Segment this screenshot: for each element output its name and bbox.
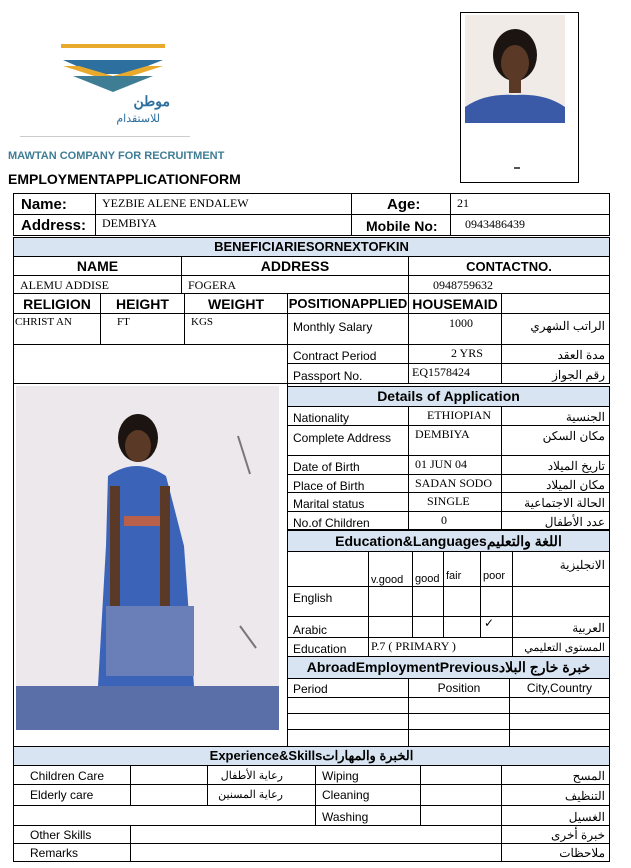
application-row-value: DEMBIYA bbox=[415, 427, 470, 441]
application-row-value-cell bbox=[408, 406, 502, 426]
abroad-row3-position bbox=[408, 729, 510, 747]
cleaning-cell bbox=[315, 784, 421, 806]
remarks-ar-cell bbox=[501, 843, 610, 862]
religion-header: RELIGION bbox=[13, 293, 101, 314]
passport-value: EQ1578424 bbox=[412, 365, 470, 379]
english-vgood bbox=[368, 586, 413, 617]
arabic-ar: العربية bbox=[572, 621, 605, 635]
passport-label: Passport No. bbox=[293, 369, 363, 383]
passport-label-cell bbox=[287, 363, 409, 384]
washing-cell bbox=[315, 805, 421, 826]
position-blank bbox=[501, 293, 610, 314]
kin-address-header: ADDRESS bbox=[181, 256, 409, 276]
application-row-value: 01 JUN 04 bbox=[415, 457, 468, 471]
cleaning-ar: التنظيف bbox=[564, 789, 605, 803]
elderly-care-ar: رعاية المسنين bbox=[218, 789, 283, 801]
application-row-value-cell bbox=[408, 425, 502, 456]
name-value-cell bbox=[95, 193, 352, 215]
remarks-value bbox=[130, 843, 502, 862]
other-skills-value bbox=[130, 825, 502, 844]
application-row-arabic-cell bbox=[501, 406, 610, 426]
lang-col-poor bbox=[480, 551, 513, 587]
application-row-label: Place of Birth bbox=[293, 479, 365, 493]
logo-arabic-sub: للاستقدام bbox=[116, 113, 160, 125]
col-poor: poor bbox=[483, 570, 506, 582]
abroad-title-ar: خبرة خارج البلاد bbox=[498, 659, 591, 675]
education-header bbox=[287, 530, 610, 552]
application-row-arabic: الحالة الاجتماعية bbox=[524, 496, 605, 510]
col-good: good bbox=[415, 573, 440, 585]
kin-name-header: NAME bbox=[13, 256, 182, 276]
edu-label-cell bbox=[287, 637, 369, 657]
name-label-cell bbox=[13, 193, 96, 215]
abroad-row2-position bbox=[408, 713, 510, 730]
application-row-label-cell bbox=[287, 474, 409, 493]
abroad-row1-country bbox=[509, 697, 610, 714]
remarks-cell bbox=[13, 843, 131, 862]
abroad-row2-country bbox=[509, 713, 610, 730]
kin-contact-header: CONTACTNO. bbox=[408, 256, 610, 276]
washing-ar: الغسيل bbox=[568, 810, 605, 824]
application-row-arabic: الجنسية bbox=[565, 410, 605, 424]
application-header: Details of Application bbox=[287, 386, 610, 407]
mobile-value: 0943486439 bbox=[465, 217, 525, 231]
monthly-salary-ar-cell bbox=[501, 313, 610, 345]
application-row-value-cell bbox=[408, 492, 502, 512]
english-fair bbox=[443, 586, 481, 617]
abroad-row1-position bbox=[408, 697, 510, 714]
passport-photo bbox=[465, 15, 565, 123]
passport-ar-cell bbox=[501, 363, 610, 384]
experience-header bbox=[13, 746, 610, 766]
children-care-value bbox=[130, 765, 208, 785]
wiping-ar-cell bbox=[501, 765, 610, 785]
physical-blank bbox=[13, 344, 288, 384]
religion-value: CHRIST AN bbox=[15, 316, 72, 328]
kin-contact-cell bbox=[408, 275, 610, 294]
application-row-label-cell bbox=[287, 425, 409, 456]
full-photo-frame bbox=[13, 383, 288, 747]
height-header: HEIGHT bbox=[100, 293, 185, 314]
application-row-value-cell bbox=[408, 455, 502, 475]
kin-address: FOGERA bbox=[188, 278, 237, 292]
application-row-arabic: تاريخ الميلاد bbox=[547, 459, 605, 473]
elderly-care-value bbox=[130, 784, 208, 806]
kin-name: ALEMU ADDISE bbox=[20, 278, 109, 292]
arabic-vgood bbox=[368, 616, 413, 638]
contract-value: 2 YRS bbox=[451, 346, 483, 360]
wiping-cell bbox=[315, 765, 421, 785]
application-row-arabic-cell bbox=[501, 474, 610, 493]
application-row-arabic: مكان السكن bbox=[542, 429, 605, 443]
company-name: MAWTAN COMPANY FOR RECRUITMENT bbox=[8, 150, 225, 162]
english-poor bbox=[480, 586, 513, 617]
application-row-label-cell bbox=[287, 406, 409, 426]
edu-label: Education bbox=[293, 642, 347, 656]
passport-cell bbox=[408, 363, 502, 384]
arabic-poor bbox=[480, 616, 513, 638]
abroad-row3-period bbox=[287, 729, 409, 747]
abroad-period-header bbox=[287, 678, 409, 698]
photo-mark bbox=[514, 167, 520, 169]
age-value: 21 bbox=[457, 196, 469, 210]
mobile-label-cell bbox=[351, 214, 451, 236]
application-row-value: ETHIOPIAN bbox=[427, 408, 491, 422]
arabic-label: Arabic bbox=[293, 623, 328, 637]
contract-label: Contract Period bbox=[293, 349, 377, 363]
application-row-arabic: مكان الميلاد bbox=[546, 478, 605, 492]
abroad-position-header: Position bbox=[408, 678, 510, 698]
lang-col-fair bbox=[443, 551, 481, 587]
other-skills-label: Other Skills bbox=[30, 828, 92, 842]
contract-cell bbox=[408, 344, 502, 364]
application-row-label: Date of Birth bbox=[293, 460, 360, 474]
application-row-value-cell bbox=[408, 474, 502, 493]
age-label-cell bbox=[351, 193, 451, 215]
application-row-value-cell bbox=[408, 511, 502, 530]
abroad-country-header: City,Country bbox=[509, 678, 610, 698]
arabic-check: ✓ bbox=[484, 616, 495, 630]
col-fair: fair bbox=[446, 570, 462, 582]
wiping-label: Wiping bbox=[322, 769, 359, 783]
cleaning-ar-cell bbox=[501, 784, 610, 806]
application-row-label: Nationality bbox=[293, 411, 350, 425]
lang-blank-1 bbox=[287, 551, 369, 587]
english-ar-cell bbox=[512, 551, 610, 587]
children-care-cell bbox=[13, 765, 131, 785]
arabic-label-cell bbox=[287, 616, 369, 638]
abroad-header bbox=[287, 656, 610, 679]
application-row-value: SINGLE bbox=[427, 494, 470, 508]
passport-ar: رقم الجواز bbox=[552, 368, 605, 382]
application-row-value: SADAN SODO bbox=[415, 476, 493, 490]
kin-section-header: BENEFICIARIESORNEXTOFKIN bbox=[13, 237, 610, 257]
application-row-label-cell bbox=[287, 492, 409, 512]
contract-ar-cell bbox=[501, 344, 610, 364]
experience-title: Experience&Skills bbox=[209, 748, 323, 763]
logo-underline bbox=[20, 136, 190, 137]
education-title: Education&Languages bbox=[335, 533, 487, 549]
children-care-label: Children Care bbox=[30, 769, 105, 783]
age-label: Age: bbox=[387, 196, 421, 213]
address-label-cell bbox=[13, 214, 96, 236]
application-row-label-cell bbox=[287, 511, 409, 530]
monthly-salary-label-cell bbox=[287, 313, 409, 345]
lang-col-vgood bbox=[368, 551, 413, 587]
wiping-value bbox=[420, 765, 502, 785]
edu-ar-cell bbox=[512, 637, 610, 657]
application-row-value: 0 bbox=[441, 513, 447, 527]
cleaning-label: Cleaning bbox=[322, 788, 370, 802]
elderly-care-cell bbox=[13, 784, 131, 806]
edu-value-cell bbox=[368, 637, 513, 657]
abroad-period: Period bbox=[293, 682, 328, 696]
english-blank bbox=[512, 586, 610, 617]
name-label: Name: bbox=[21, 196, 67, 213]
arabic-fair bbox=[443, 616, 495, 638]
education-title-ar: اللغة والتعليم bbox=[486, 533, 562, 549]
experience-title-ar: الخبرة والمهارات bbox=[322, 748, 414, 763]
english-label-cell bbox=[287, 586, 369, 617]
address-value: DEMBIYA bbox=[102, 216, 157, 230]
edu-ar: المستوى التعليمي bbox=[524, 642, 605, 654]
children-care-ar-cell bbox=[207, 765, 316, 785]
application-row-label: Complete Address bbox=[293, 431, 392, 445]
wiping-ar: المسح bbox=[572, 769, 605, 783]
application-row-arabic-cell bbox=[501, 455, 610, 475]
position-header: POSITIONAPPLIED bbox=[287, 293, 409, 314]
kin-address-cell bbox=[181, 275, 409, 294]
height-value: FT bbox=[117, 316, 130, 328]
monthly-salary-cell bbox=[408, 313, 502, 345]
application-row-arabic-cell bbox=[501, 425, 610, 456]
weight-cell bbox=[184, 313, 288, 345]
monthly-salary-ar: الراتب الشهري bbox=[530, 319, 605, 333]
contract-label-cell bbox=[287, 344, 409, 364]
remarks-ar: ملاحظات bbox=[559, 846, 605, 860]
logo-arabic: موطن bbox=[133, 93, 170, 109]
washing-value bbox=[420, 805, 502, 826]
application-row-label: No.of Children bbox=[293, 516, 370, 530]
age-value-cell bbox=[450, 193, 610, 215]
monthly-salary-label: Monthly Salary bbox=[293, 320, 373, 334]
application-row-arabic-cell bbox=[501, 511, 610, 530]
mobile-label: Mobile No: bbox=[366, 218, 438, 234]
weight-value: KGS bbox=[191, 316, 214, 328]
name-value: YEZBIE ALENE ENDALEW bbox=[102, 196, 249, 210]
abroad-row1-period bbox=[287, 697, 409, 714]
arabic-good bbox=[412, 616, 444, 638]
kin-name-cell bbox=[13, 275, 182, 294]
weight-header: WEIGHT bbox=[184, 293, 288, 314]
application-row-arabic: عدد الأطفال bbox=[544, 515, 605, 529]
height-cell bbox=[100, 313, 185, 345]
abroad-row3-country bbox=[509, 729, 610, 747]
kin-contact: 0948759632 bbox=[433, 278, 493, 292]
elderly-care-ar-cell bbox=[207, 784, 316, 806]
application-row-arabic-cell bbox=[501, 492, 610, 512]
contract-ar: مدة العقد bbox=[557, 348, 605, 362]
english-label: English bbox=[293, 591, 333, 605]
washing-blank bbox=[13, 805, 316, 826]
lang-col-good bbox=[412, 551, 444, 587]
religion-cell bbox=[13, 313, 101, 345]
children-care-ar: رعاية الأطفال bbox=[220, 770, 283, 782]
cleaning-value bbox=[420, 784, 502, 806]
mobile-value-cell bbox=[450, 214, 610, 236]
application-row-label: Marital status bbox=[293, 497, 365, 511]
arabic-ar-cell bbox=[512, 616, 610, 638]
washing-label: Washing bbox=[322, 810, 369, 824]
edu-value: P.7 ( PRIMARY ) bbox=[371, 639, 456, 653]
other-skills-cell bbox=[13, 825, 131, 844]
english-ar: الانجليزية bbox=[559, 558, 605, 572]
washing-ar-cell bbox=[501, 805, 610, 826]
english-good bbox=[412, 586, 444, 617]
passport-photo-frame bbox=[460, 12, 579, 183]
abroad-row2-period bbox=[287, 713, 409, 730]
position-value: HOUSEMAID bbox=[408, 293, 502, 314]
abroad-title: AbroadEmploymentPrevious bbox=[306, 659, 499, 675]
form-title: EMPLOYMENTAPPLICATIONFORM bbox=[8, 171, 241, 187]
elderly-care-label: Elderly care bbox=[30, 788, 94, 802]
address-value-cell bbox=[95, 214, 352, 236]
address-label: Address: bbox=[21, 217, 87, 234]
monthly-salary-value: 1000 bbox=[449, 316, 473, 330]
remarks-label: Remarks bbox=[30, 846, 79, 860]
application-row-label-cell bbox=[287, 455, 409, 475]
col-vgood: v.good bbox=[371, 574, 404, 586]
full-body-photo bbox=[16, 386, 279, 730]
other-skills-ar: خبرة أخرى bbox=[550, 828, 605, 842]
other-skills-ar-cell bbox=[501, 825, 610, 844]
